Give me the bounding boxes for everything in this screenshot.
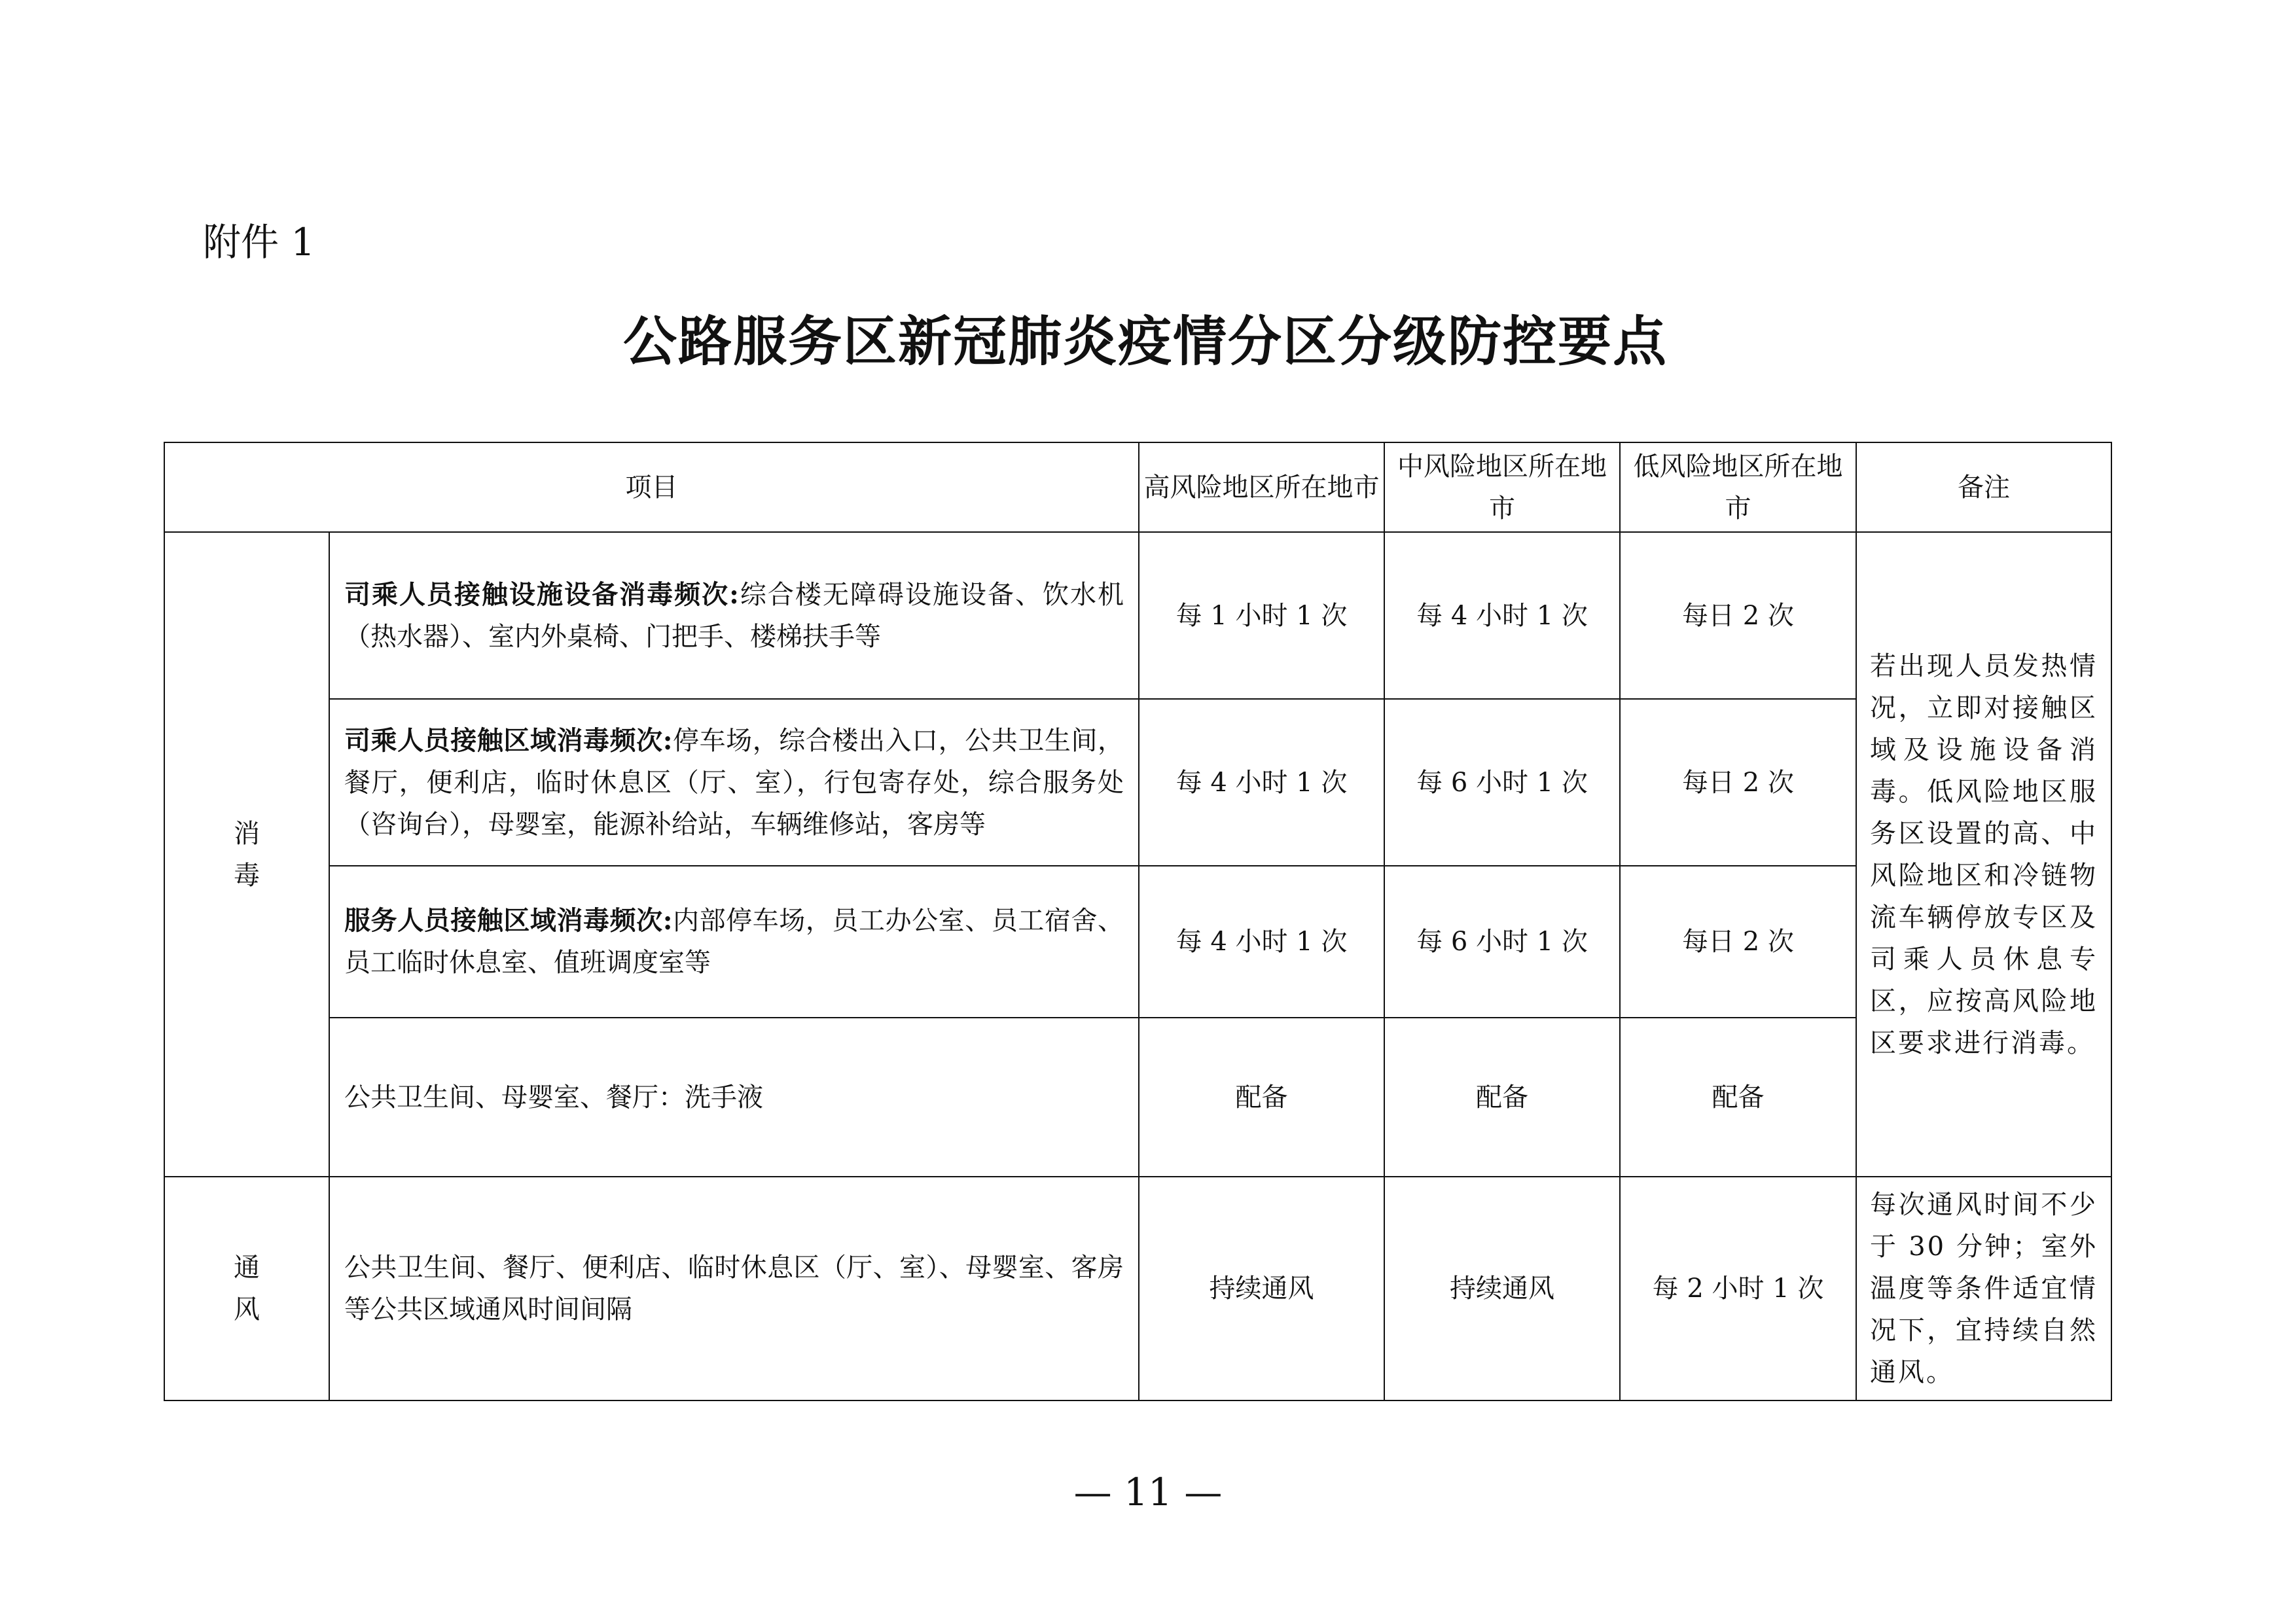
table-row	[164, 532, 2111, 699]
table-header-row	[164, 442, 2111, 532]
attachment-label: 附件 1	[203, 220, 315, 264]
item-lead: 服务人员接触区域消毒频次:	[344, 905, 673, 936]
value-high: 持续通风	[1139, 1177, 1384, 1400]
table-row	[164, 1018, 2111, 1177]
table-row	[164, 866, 2111, 1018]
value-mid: 每 4 小时 1 次	[1384, 532, 1620, 699]
prevention-table	[164, 442, 2112, 1401]
page-title: 公路服务区新冠肺炎疫情分区分级防控要点	[622, 311, 1668, 373]
table-row	[164, 699, 2111, 866]
value-low: 每日 2 次	[1620, 699, 1856, 866]
value-mid: 配备	[1384, 1018, 1620, 1177]
item-text: 公共卫生间、母婴室、餐厅：洗手液	[344, 1082, 763, 1113]
item-cell	[329, 532, 1139, 699]
category-ventilation: 通风	[164, 1177, 329, 1400]
item-lead: 司乘人员接触区域消毒频次:	[344, 724, 673, 756]
header-mid-risk: 中风险地区所在地市	[1384, 442, 1620, 532]
value-low: 每日 2 次	[1620, 532, 1856, 699]
page-number: — 11 —	[1073, 1470, 1223, 1514]
category-disinfection: 消毒	[164, 532, 329, 1177]
header-high-risk: 高风险地区所在地市	[1139, 442, 1384, 532]
value-high: 每 4 小时 1 次	[1139, 699, 1384, 866]
item-lead: 司乘人员接触设施设备消毒频次:	[344, 579, 739, 610]
header-low-risk: 低风险地区所在地市	[1620, 442, 1856, 532]
item-text: 停车场，综合楼出入口，公共卫生间，餐厅，便利店，临时休息区（厅、室），行包寄存处，综合服务处（咨询台），母婴室，能源补给站，车辆维修站，客房等	[344, 725, 1124, 840]
value-high: 每 1 小时 1 次	[1139, 532, 1384, 699]
header-item: 项目	[164, 442, 1139, 532]
value-low: 每 2 小时 1 次	[1620, 1177, 1856, 1400]
item-text: 综合楼无障碍设施设备、饮水机（热水器）、室内外桌椅、门把手、楼梯扶手等	[344, 579, 1124, 652]
value-mid: 每 6 小时 1 次	[1384, 866, 1620, 1018]
header-note: 备注	[1856, 442, 2111, 532]
value-mid: 持续通风	[1384, 1177, 1620, 1400]
table-row	[164, 1177, 2111, 1400]
note-ventilation: 每次通风时间不少于 30 分钟；室外温度等条件适宜情况下，宜持续自然通风。	[1856, 1177, 2111, 1400]
item-cell	[329, 1018, 1139, 1177]
item-cell	[329, 699, 1139, 866]
item-text: 公共卫生间、餐厅、便利店、临时休息区（厅、室）、母婴室、客房等公共区域通风时间间隔	[329, 1177, 1139, 1400]
value-high: 配备	[1139, 1018, 1384, 1177]
value-mid: 每 6 小时 1 次	[1384, 699, 1620, 866]
value-low: 配备	[1620, 1018, 1856, 1177]
value-high: 每 4 小时 1 次	[1139, 866, 1384, 1018]
value-low: 每日 2 次	[1620, 866, 1856, 1018]
item-text: 内部停车场，员工办公室、员工宿舍、员工临时休息室、值班调度室等	[344, 906, 1124, 978]
note-disinfection: 若出现人员发热情况，立即对接触区域及设施设备消毒。低风险地区服务区设置的高、中风险地区和冷链物流车辆停放专区及司乘人员休息专区，应按高风险地区要求进行消毒。	[1856, 532, 2111, 1177]
item-cell	[329, 866, 1139, 1018]
